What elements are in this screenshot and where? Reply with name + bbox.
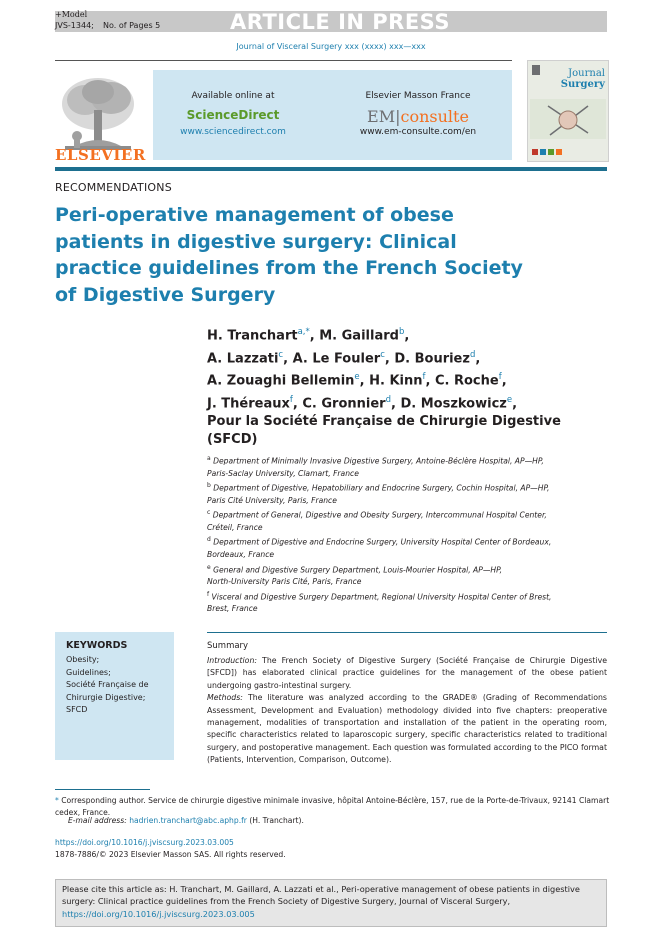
page-count: No. of Pages 5 [103, 21, 161, 30]
summary-heading: Summary [207, 641, 249, 651]
affiliation-item: $^f$ Visceral and Digestive Surgery Department, Regional University Hospital Center of Brest, Brest, France [207, 590, 552, 614]
author-group: Pour la Société Française de Chirurgie Digestive (SFCD) [207, 414, 561, 448]
author-name[interactable]: H. Kinn [369, 373, 423, 389]
author-name[interactable]: D. Moszkowicz [400, 395, 507, 411]
author-affiliation-marker[interactable]: d [469, 349, 476, 360]
methods-text: The literature was analyzed according to the GRADE® (Grading of Recommendations Assessment, Development and Evaluation) methodology divided into five chapters: preoperative management, modalities of transportation and installation of the patient in the operating room, specific characteristics related to laparoscopic surgery, specific characteristics related to traditional surgery, and postoperative management. Each question was formulated according to the PICO format (Patients, Intervention, Comparison, Outcome). [207, 693, 607, 765]
journal-line[interactable]: Journal of Visceral Surgery xxx (xxxx) xxx—xxx [236, 42, 426, 51]
em-text: EM [367, 107, 396, 126]
author-name[interactable]: C. Roche [434, 373, 499, 389]
author-affiliation-marker[interactable]: b [398, 327, 405, 337]
affiliation-item: $^c$ Department of General, Digestive and Obesity Surgery, Intercommunal Hospital Center, Créteil, France [207, 509, 547, 533]
header-divider [55, 60, 512, 61]
banner-text: ARTICLE IN PRESS [230, 10, 450, 34]
intro-text: The French Society of Digestive Surgery (Société Française de Chirurgie Digestive [SFCD]) has elaborated clinical practice guidelines for the management of the obese patient undergoing gastro-intestinal surgery. [207, 656, 607, 690]
consulte-text: consulte [400, 107, 469, 126]
available-online-label: Available online at [191, 91, 275, 101]
affiliation-item: $^e$ General and Digestive Surgery Department, Louis-Mourier Hospital, AP—HP, North-University Paris Cité, Paris, France [207, 563, 503, 587]
emconsulte-link[interactable]: www.em-consulte.com/en [359, 127, 477, 137]
author-name[interactable]: A. Le Fouler [292, 350, 381, 366]
author-name[interactable]: A. Zouaghi Bellemin [207, 373, 355, 389]
affiliation-item: $^a$ Department of Minimally Invasive Digestive Surgery, Antoine-Béclère Hospital, AP—HP, Paris-Saclay University, Clamart, France [207, 455, 544, 478]
author-name[interactable]: H. Tranchart [207, 328, 298, 344]
citation-text: Please cite this article as: H. Tranchart, M. Gaillard, A. Lazzati et al., Peri-operative management of obese patients in digestive surgery: Clinical practice guidelines from the French Society of Digestive Surgery, Journal of Visceral Surgery, https://doi.org/10.1016/j.jviscsurg.2023.03.005 [62, 884, 580, 919]
intro-label: Introduction: [207, 656, 258, 665]
affiliation-item: $^b$ Department of Digestive, Hepatobiliary and Endocrine Surgery, Cochin Hospital, AP—HP, Paris Cité University, Paris, France [207, 482, 550, 505]
affiliation-item: $^d$ Department of Digestive and Endocrine Surgery, University Hospital Center of Bordeaux, Bordeaux, France [207, 536, 552, 560]
author-name[interactable]: J. Théreaux [207, 395, 290, 411]
summary-text [207, 655, 607, 767]
footnote-marker: * [55, 796, 59, 805]
keyword-item: Société Française de Chirurgie Digestive; [66, 680, 149, 702]
elsevier-wordmark: ELSEVIER [55, 146, 146, 164]
cover-title: Journal Surgery [560, 68, 605, 90]
copyright-line: 1878-7886/© 2023 Elsevier Masson SAS. All rights reserved. [55, 850, 286, 859]
author-affiliation-marker[interactable]: f [498, 372, 502, 383]
author-name[interactable]: D. Bouriez [394, 350, 470, 366]
author-affiliation-marker[interactable]: e [354, 372, 360, 383]
article-section: RECOMMENDATIONS [55, 181, 172, 194]
author-affiliation-marker[interactable]: f [422, 372, 426, 383]
header-thick-divider [55, 167, 607, 171]
author-affiliation-marker[interactable]: c [278, 349, 284, 360]
doi-link[interactable]: https://doi.org/10.1016/j.jviscsurg.2023.03.005 [55, 838, 234, 847]
methods-label: Methods: [207, 693, 243, 703]
author-affiliation-marker[interactable]: d [385, 394, 391, 405]
emconsulte-logo: EM|consulte [367, 107, 469, 126]
masson-label: Elsevier Masson France [365, 91, 471, 101]
author-name[interactable]: C. Gronnier [302, 395, 386, 411]
author-list: H. Tranchart$^{a,*}$, M. Gaillard$^b$, A. Lazzati$^c$, A. Le Fouler$^c$, D. Bouriez$^d$, A. Zouaghi Bellemin$^e$, H. Kinn$^f$, C. Roche$^f$, J. Théreaux$^f$, C. Gronnier$^d$, D. Moszkowicz$^e$, Pour la Société Française de Chirurgie Digestive (SFCD) [207, 323, 607, 450]
citation-doi-link[interactable]: https://doi.org/10.1016/j.jviscsurg.2023.03.005 [62, 908, 255, 919]
keyword-item: Obesity; [66, 655, 100, 664]
author-affiliation-marker[interactable]: a,* [297, 327, 310, 337]
article-title: Peri-operative management of obese patients in digestive surgery: Clinical practice guidelines from the French Society of Digestive Surgery [55, 204, 523, 306]
keywords-list [66, 654, 170, 717]
sciencedirect-link[interactable]: www.sciencedirect.com [180, 127, 286, 137]
email-note: E-mail address: hadrien.tranchart@abc.aphp.fr (H. Tranchart). [68, 816, 304, 825]
model-label: +Model [55, 10, 88, 19]
author-name[interactable]: A. Lazzati [207, 350, 279, 366]
author-affiliation-marker[interactable]: e [506, 394, 513, 405]
footnote-divider [55, 789, 150, 790]
keywords-heading: KEYWORDS [66, 640, 128, 651]
keyword-item: Guidelines; [66, 667, 111, 677]
sciencedirect-logo: ScienceDirect [186, 108, 280, 122]
keyword-item: SFCD [66, 705, 88, 714]
email-link[interactable]: hadrien.tranchart@abc.aphp.fr [129, 816, 247, 825]
affiliation-list [207, 453, 607, 616]
author-name[interactable]: M. Gaillard [319, 328, 399, 344]
summary-divider [207, 632, 607, 633]
author-affiliation-marker[interactable]: f [289, 394, 293, 405]
corresponding-author-note: * Corresponding author. Service de chirurgie digestive minimale invasive, hôpital Antoine-Béclère, 157, rue de la Porte-de-Trivaux, 92141 Clamart cedex, France. [55, 796, 610, 817]
author-affiliation-marker[interactable]: c [380, 349, 385, 360]
article-code: JVS-1344; [55, 21, 94, 30]
